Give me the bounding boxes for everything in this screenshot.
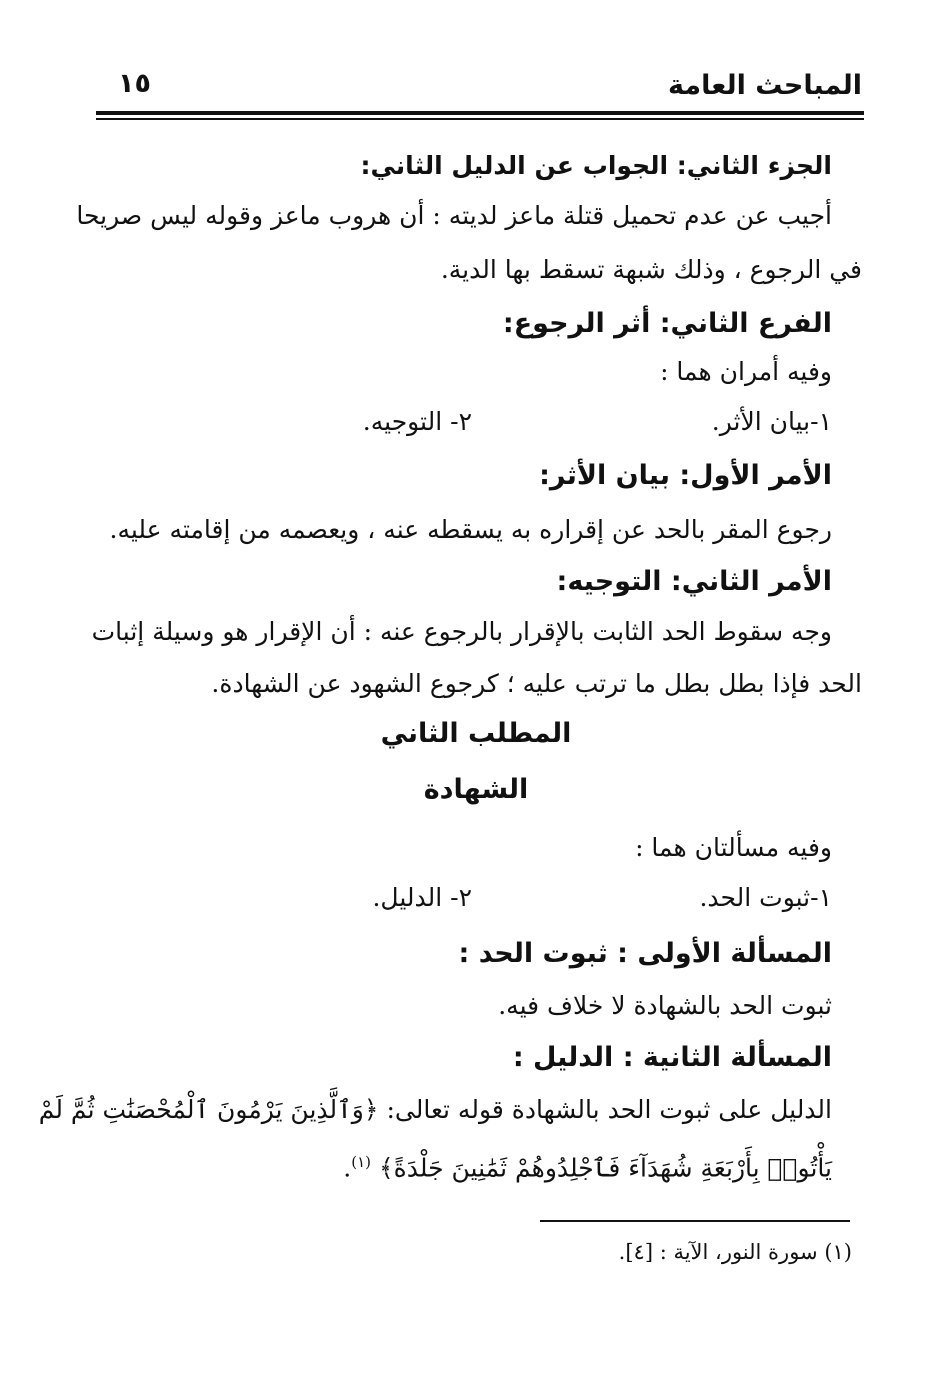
section-intro: وفيه مسألتان هما : bbox=[635, 833, 832, 862]
footnote: (١) سورة النور، الآية : [٤]. bbox=[618, 1240, 852, 1264]
list-item: ٢- الدليل. bbox=[372, 883, 472, 912]
header-rule-thin bbox=[96, 118, 864, 120]
footnote-ref: (١) bbox=[351, 1153, 372, 1171]
verse-text: يَأْتُوا۟ بِأَرْبَعَةِ شُهَدَآءَ فَٱجْلِدُوهُمْ ثَمَٰنِينَ جَلْدَةً﴾ bbox=[378, 1153, 832, 1183]
list-item: ٢- التوجيه. bbox=[362, 407, 472, 436]
section-subtitle: الشهادة bbox=[423, 774, 529, 805]
list-item: ١-بيان الأثر. bbox=[711, 407, 832, 436]
paragraph-line: الدليل على ثبوت الحد بالشهادة قوله تعالى: ﴿وَٱلَّذِينَ يَرْمُونَ ٱلْمُحْصَنَٰتِ ثُمَّ لَمْ bbox=[38, 1095, 832, 1124]
header-rule-thick bbox=[96, 111, 864, 115]
list-item: ١-ثبوت الحد. bbox=[699, 883, 832, 912]
running-header-title: المباحث العامة bbox=[668, 70, 862, 101]
issue-heading: المسألة الثانية : الدليل : bbox=[512, 1042, 832, 1073]
issue-heading: المسألة الأولى : ثبوت الحد : bbox=[458, 938, 832, 969]
footnote-rule bbox=[540, 1220, 850, 1222]
paragraph-line: أجيب عن عدم تحميل قتلة ماعز لديته : أن هروب ماعز وقوله ليس صريحا bbox=[76, 201, 832, 230]
branch-heading: الفرع الثاني: أثر الرجوع: bbox=[502, 308, 832, 339]
sentence-end: . bbox=[343, 1153, 352, 1183]
page-number: ١٥ bbox=[118, 68, 151, 99]
section-title: المطلب الثاني bbox=[380, 718, 572, 749]
paragraph-line: ثبوت الحد بالشهادة لا خلاف فيه. bbox=[498, 991, 832, 1020]
verse-line bbox=[343, 1142, 832, 1188]
part2-heading: الجزء الثاني: الجواب عن الدليل الثاني: bbox=[360, 151, 832, 180]
branch-intro: وفيه أمران هما : bbox=[660, 357, 832, 386]
paragraph-line: وجه سقوط الحد الثابت بالإقرار بالرجوع عنه : أن الإقرار هو وسيلة إثبات bbox=[91, 617, 832, 646]
paragraph-line: الحد فإذا بطل بطل ما ترتب عليه ؛ كرجوع الشهود عن الشهادة. bbox=[211, 669, 862, 698]
matter-heading: الأمر الأول: بيان الأثر: bbox=[539, 460, 832, 491]
paragraph-line: رجوع المقر بالحد عن إقراره به يسقطه عنه ، ويعصمه من إقامته عليه. bbox=[109, 515, 832, 544]
matter-heading: الأمر الثاني: التوجيه: bbox=[556, 566, 832, 597]
paragraph-line: في الرجوع ، وذلك شبهة تسقط بها الدية. bbox=[440, 255, 862, 284]
